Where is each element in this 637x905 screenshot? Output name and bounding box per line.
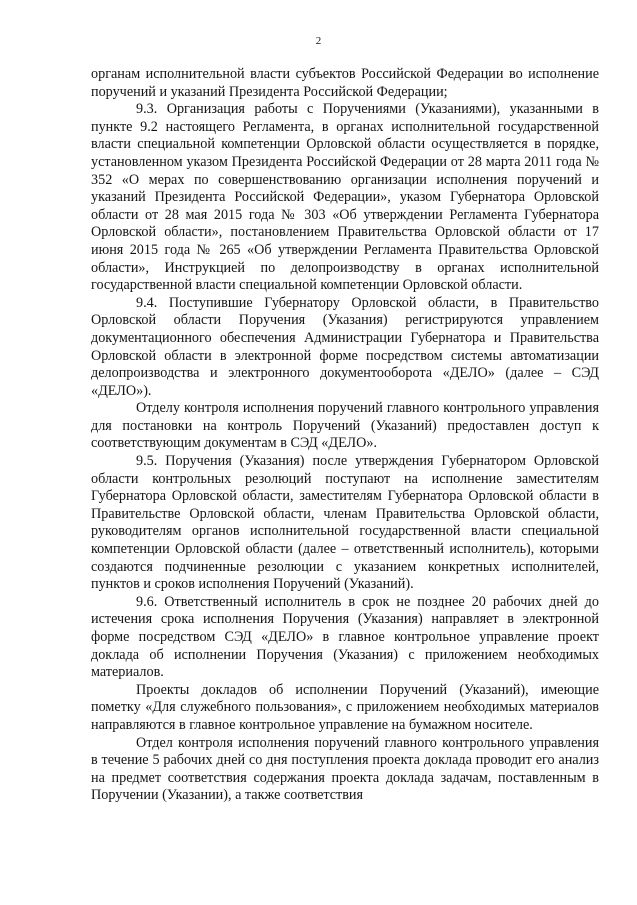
- paragraph-9-4: 9.4. Поступившие Губернатору Орловской области, в Правительство Орловской области Поручения (Указания) регистрируются управлением документационного обеспечения Администрации Губернатора и Правительства Орловской области в электронной форме посредством системы автоматизации делопроизводства и электронного документооборота «ДЕЛО» (далее – СЭД «ДЕЛО»).: [91, 294, 599, 399]
- paragraph-continuation: органам исполнительной власти субъектов Российской Федерации во исполнение поручений и указаний Президента Российской Федерации;: [91, 66, 599, 100]
- paragraph-9-5: 9.5. Поручения (Указания) после утверждения Губернатором Орловской области контрольных резолюций поступают на исполнение заместителям Губернатора Орловской области, заместителям Губернатора Орловской области в Правительстве Орловской области, членам Правительства Орловской области, руководителям органов исполнительной государственной власти специальной компетенции Орловской области (далее – ответственный исполнитель), которыми создаются подчиненные резолюции с указанием конкретных исполнителей, пунктов и сроков исполнения Поручений (Указаний).: [91, 453, 599, 593]
- paragraph-control-access: Отделу контроля исполнения поручений главного контрольного управления для постановки на контроль Поручений (Указаний) предоставлен доступ к соответствующим документам в СЭД «ДЕЛО».: [91, 400, 599, 452]
- paragraph-9-3: 9.3. Организация работы с Поручениями (Указаниями), указанными в пункте 9.2 настоящего Регламента, в органах исполнительной государственной власти специальной компетенции Орловской области осуществляется в порядке, установленном указом Президента Российской Федерации от 28 марта 2011 года № 352 «О мерах по совершенствованию организации исполнения поручений и указаний Президента Российской Федерации», указом Губернатора Орловской области от 28 мая 2015 года № 303 «Об утверждении Регламента Губернатора Орловской области», постановлением Правительства Орловской области от 17 июня 2015 года № 265 «Об утверждении Регламента Правительства Орловской области», Инструкцией по делопроизводству в органах исполнительной государственной власти специальной компетенции Орловской области.: [91, 101, 599, 294]
- paragraph-dsp-drafts: Проекты докладов об исполнении Поручений (Указаний), имеющие пометку «Для служебного пользования», с приложением необходимых материалов направляются в главное контрольное управление на бумажном носителе.: [91, 681, 599, 733]
- paragraph-control-analysis: Отдел контроля исполнения поручений главного контрольного управления в течение 5 рабочих дней со дня поступления проекта доклада проводит его анализ на предмет соответствия содержания проекта доклада задачам, поставленным в Поручении (Указании), а также соответствия: [91, 734, 599, 804]
- paragraph-9-6: 9.6. Ответственный исполнитель в срок не позднее 20 рабочих дней до истечения срока исполнения Поручения (Указания) направляет в электронной форме посредством СЭД «ДЕЛО» в главное контрольное управление проект доклада об исполнении Поручения (Указания) с приложением необходимых материалов.: [91, 593, 599, 681]
- page-number: 2: [315, 35, 322, 47]
- document-body: [91, 66, 599, 805]
